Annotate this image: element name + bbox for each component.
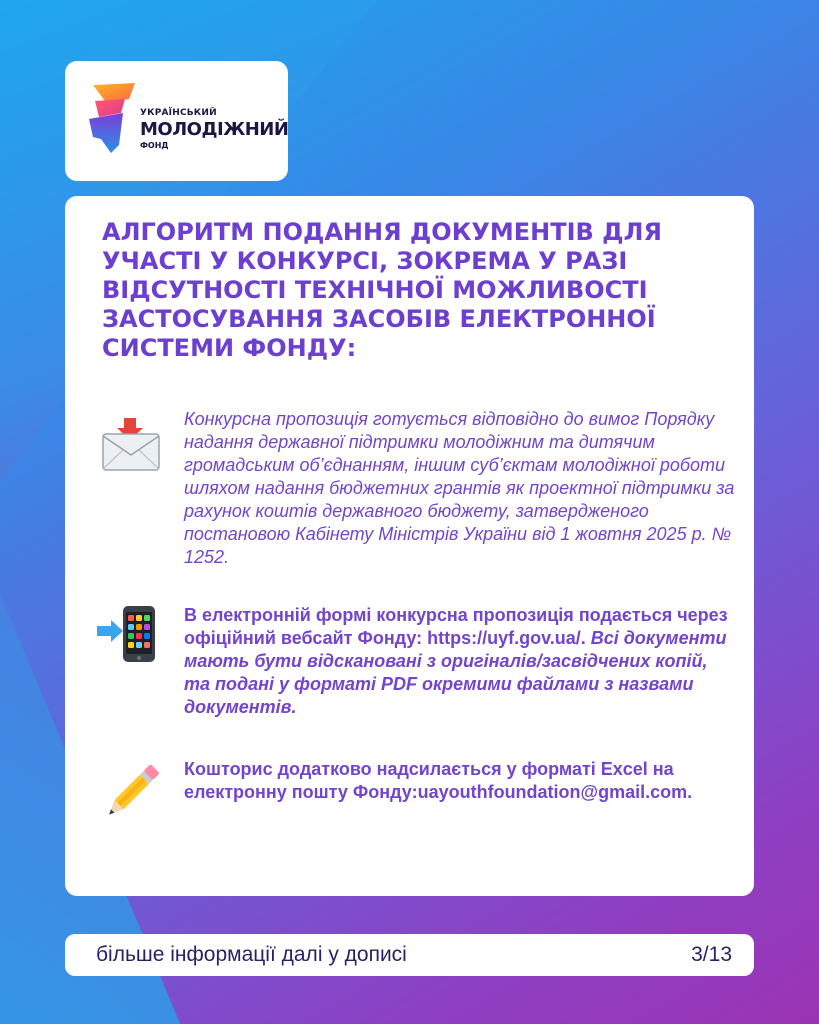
footer-more-info: більше інформації далі у дописі: [96, 943, 407, 966]
logo-line-3: ФОНД: [140, 141, 169, 150]
envelope-with-arrow-icon: [95, 408, 165, 478]
footer-bar: [65, 934, 754, 976]
item-text-scans-note: Всі документи мають бути відскановані з оригіналів/засвідчених копій, та подані у форматі PDF окремими файлами з назвами документів.: [184, 628, 727, 717]
content-card: [65, 196, 754, 896]
mobile-phone-with-arrow-icon: [95, 604, 165, 674]
logo-card[interactable]: [65, 61, 288, 181]
logo-line-1: УКРАЇНСЬКИЙ: [140, 108, 217, 118]
item-text-electronic-form: [184, 604, 736, 719]
ukrainian-youth-fund-logo-icon: [85, 79, 143, 155]
item-text-submission: Конкурсна пропозиція готується відповідно до вимог Порядку надання державної підтримки молодіжним та дитячим громадським об’єднанням, іншим суб’єктам молодіжної роботи шляхом надання бюджетних грантів як проектної підтримки за рахунок коштів державного бюджету, затвердженого постановою Кабінету Міністрів України від 1 жовтня 2025 р. № 1252.: [184, 409, 735, 567]
item-text-budget: Кошторис додатково надсилається у форматі Excel на електронну пошту Фонду:uayouthfoundation@gmail.com.: [184, 759, 693, 802]
logo-wordmark: [140, 109, 288, 150]
page-counter: 3/13: [691, 943, 732, 966]
logo-line-2: МОЛОДІЖНИЙ: [140, 119, 289, 140]
page-title: АЛГОРИТМ ПОДАННЯ ДОКУМЕНТІВ ДЛЯ УЧАСТІ У КОНКУРСІ, ЗОКРЕМА У РАЗІ ВІДСУТНОСТІ ТЕХНІЧНОЇ МОЖЛИВОСТІ ЗАСТОСУВАННЯ ЗАСОБІВ ЕЛЕКТРОННОЇ СИСТЕМИ ФОНДУ:: [102, 218, 662, 362]
item-text-website: В електронній формі конкурсна пропозиція подається через офіційний вебсайт Фонду: https://uyf.gov.ua/.: [184, 605, 728, 648]
pencil-icon: [95, 758, 165, 828]
